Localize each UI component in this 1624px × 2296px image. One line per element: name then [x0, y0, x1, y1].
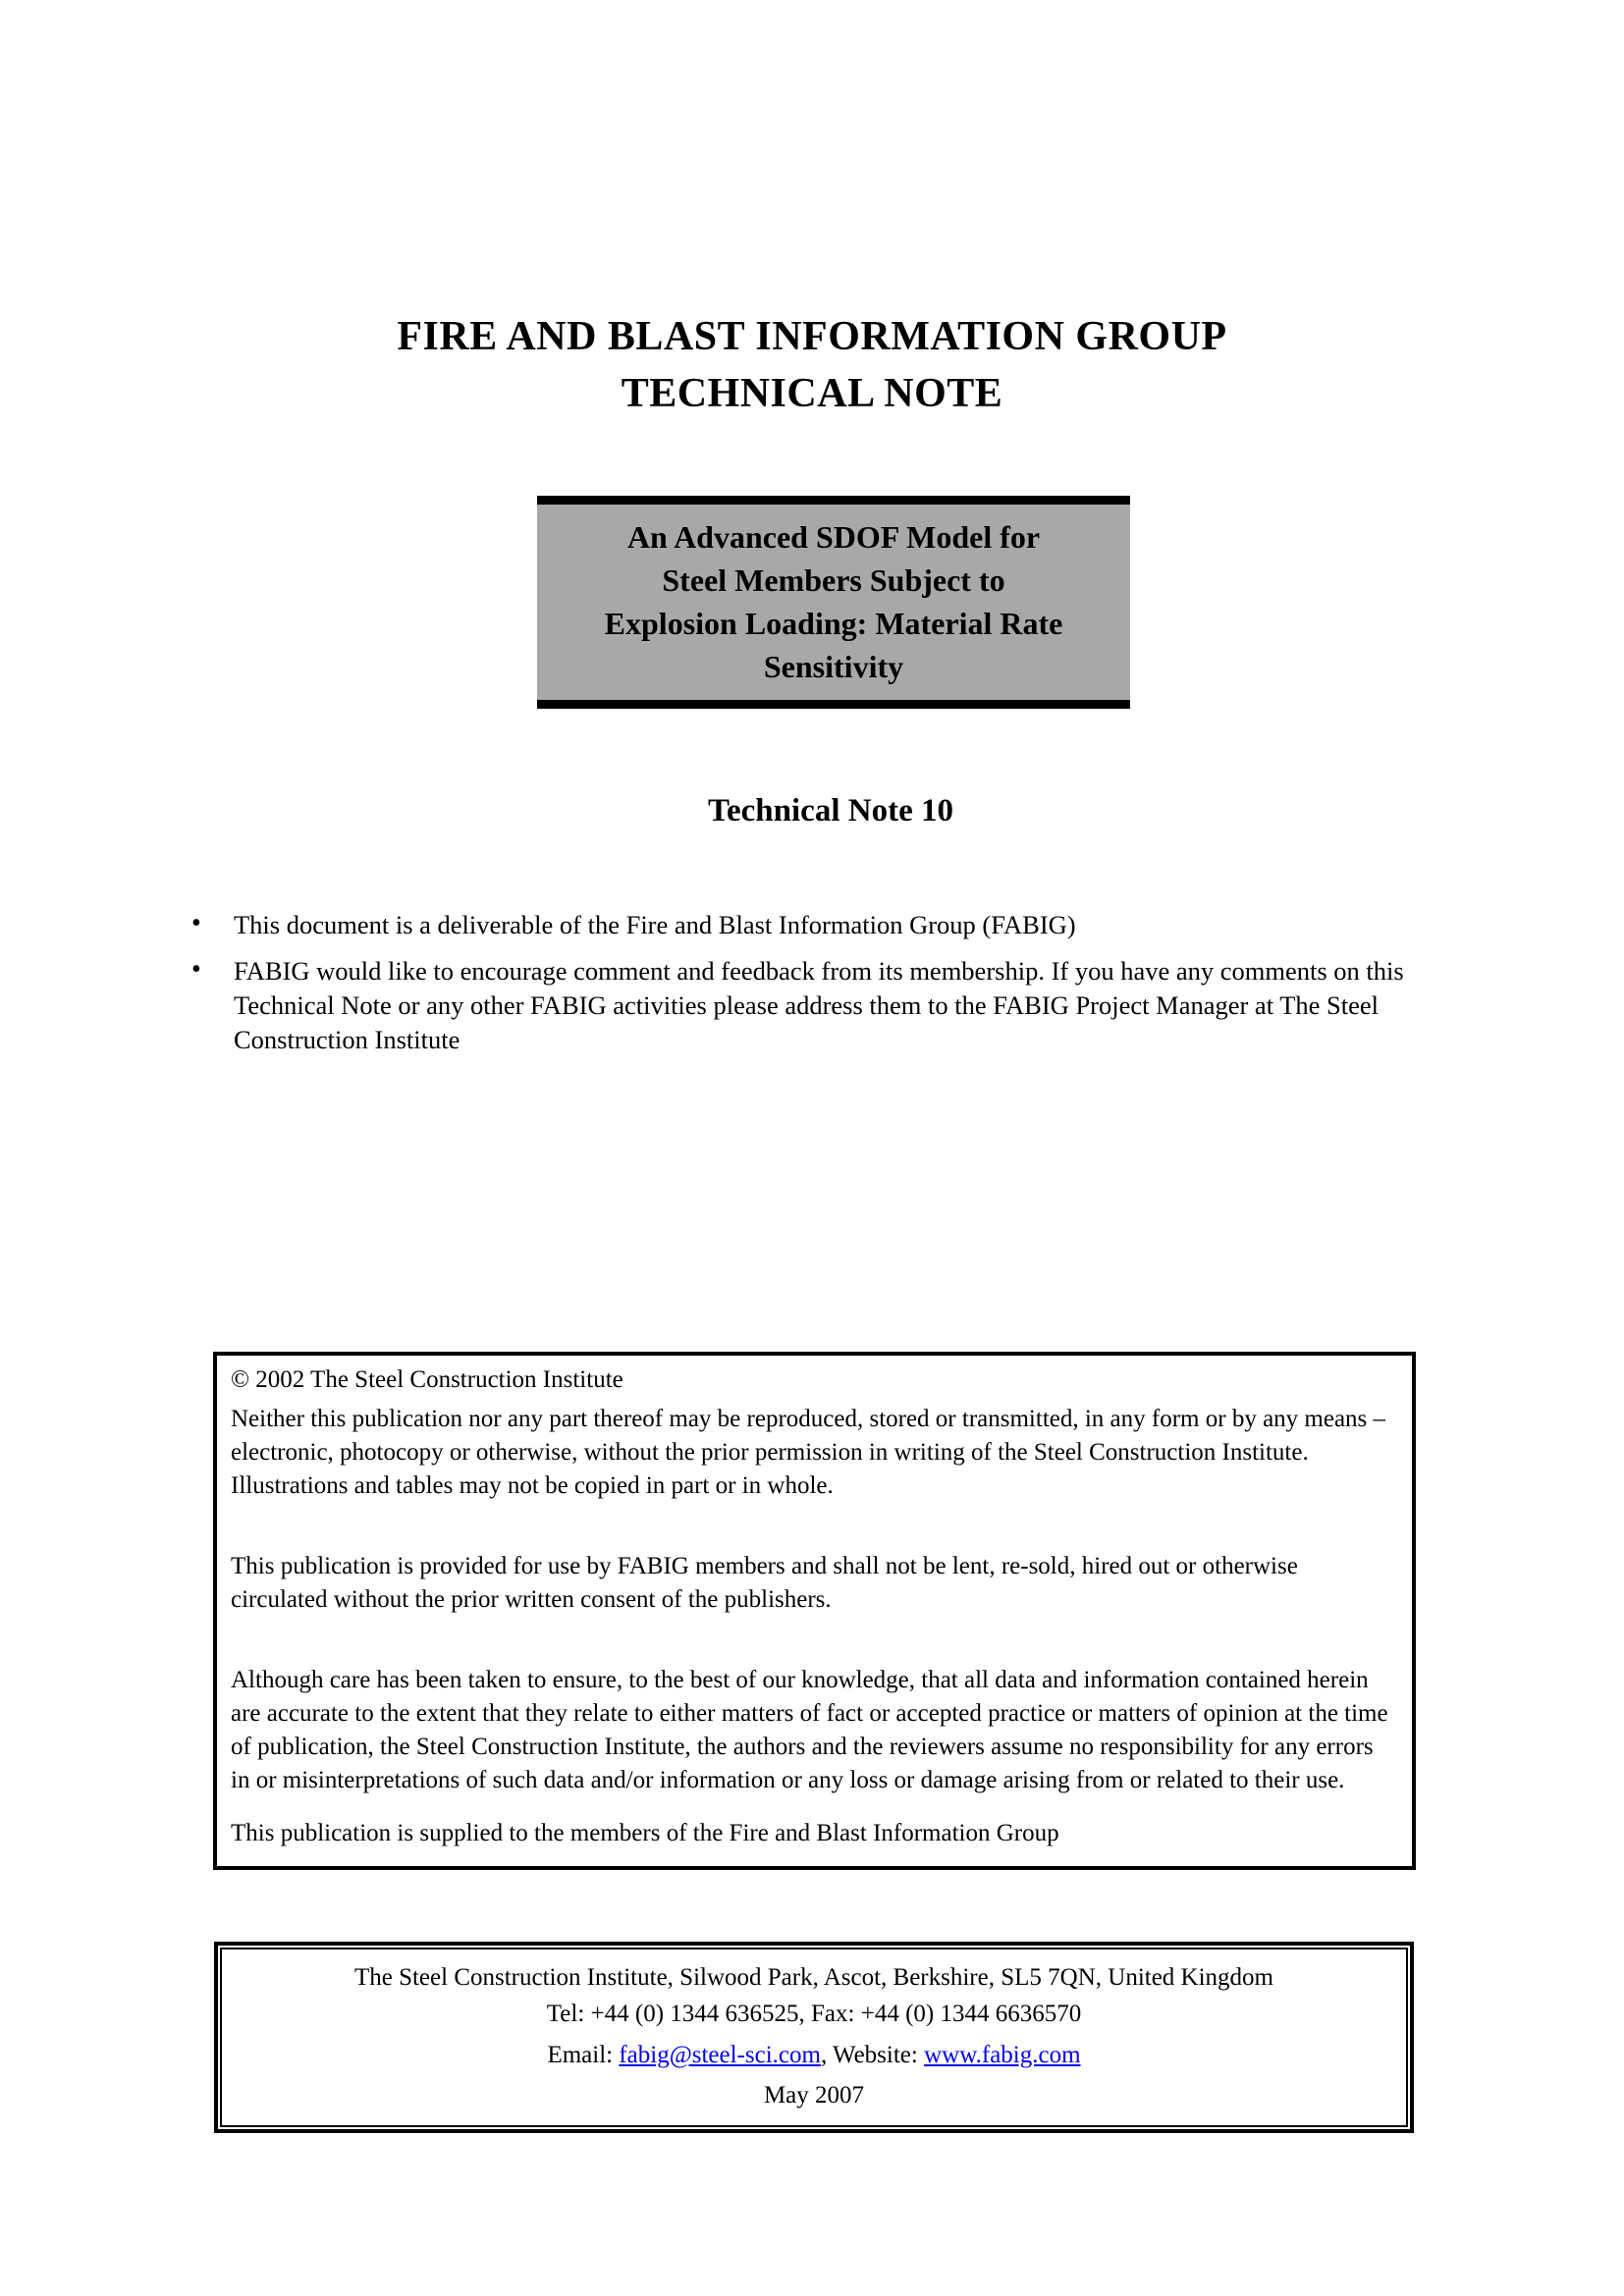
bullet-list	[191, 908, 1438, 1057]
website-link[interactable]: www.fabig.com	[924, 2042, 1081, 2068]
bullet-dot-icon: •	[191, 908, 201, 938]
note-number-heading: Technical Note 10	[708, 793, 953, 828]
bullet-text: FABIG would like to encourage comment and feedback from its membership. If you have any comments on this Technical Note or any other FABIG activities please address them to the FABIG Project Manager at The Steel Construction Institute	[234, 956, 1404, 1054]
subtitle-line: An Advanced SDOF Model for	[626, 519, 1041, 555]
document-title-line2: TECHNICAL NOTE	[621, 371, 1003, 416]
copyright-box	[213, 1352, 1416, 1870]
document-title	[0, 308, 1624, 422]
disclaimer: Although care has been taken to ensure, to the best of our knowledge, that all data and information contained herein are accurate to the extent that they relate to either matters of fact or accepted practice or matters of opinion at the time of publication, the Steel Construction Institute, the authors and the reviewers assume no responsibility for any errors in or misinterpretations of such data and/or information or any loss or damage arising from or related to their use.	[231, 1667, 1388, 1793]
contact-phone-fax: Tel: +44 (0) 1344 636525, Fax: +44 (0) 1344 6636570	[546, 2001, 1082, 2027]
bullet-dot-icon: •	[191, 954, 201, 985]
bullet-text: This document is a deliverable of the Fire and Blast Information Group (FABIG)	[234, 910, 1076, 939]
website-label: , Website:	[820, 2042, 925, 2068]
subtitle-line: Steel Members Subject to	[662, 562, 1005, 598]
contact-address: The Steel Construction Institute, Silwood Park, Ascot, Berkshire, SL5 7QN, United Kingdom	[353, 1964, 1274, 1991]
email-link[interactable]: fabig@steel-sci.com	[619, 2042, 821, 2068]
reproduction-restriction: Neither this publication nor any part thereof may be reproduced, stored or transmitted, in any form or by any means – electronic, photocopy or otherwise, without the prior permission in writing of the Steel Construction Institute. Illustrations and tables may not be copied in part or in whole.	[231, 1406, 1386, 1499]
copyright-notice: © 2002 The Steel Construction Institute	[231, 1366, 623, 1393]
membership-supply-note: This publication is supplied to the members of the Fire and Blast Information Group	[231, 1820, 1059, 1846]
email-label: Email:	[547, 2042, 620, 2068]
contact-email-line	[232, 2037, 1396, 2073]
subtitle-box	[537, 496, 1130, 709]
bullet-item	[191, 954, 1438, 1057]
publication-date: May 2007	[763, 2082, 865, 2109]
contact-box-inner	[220, 1948, 1408, 2127]
contact-box	[214, 1942, 1414, 2133]
distribution-restriction: This publication is provided for use by FABIG members and shall not be lent, re-sold, hired out or otherwise circulated without the prior written consent of the publishers.	[231, 1553, 1298, 1613]
document-title-line1: FIRE AND BLAST INFORMATION GROUP	[397, 314, 1227, 359]
subtitle-line: Sensitivity	[763, 649, 904, 684]
subtitle-line: Explosion Loading: Material Rate	[604, 606, 1063, 641]
bullet-item	[191, 908, 1438, 942]
